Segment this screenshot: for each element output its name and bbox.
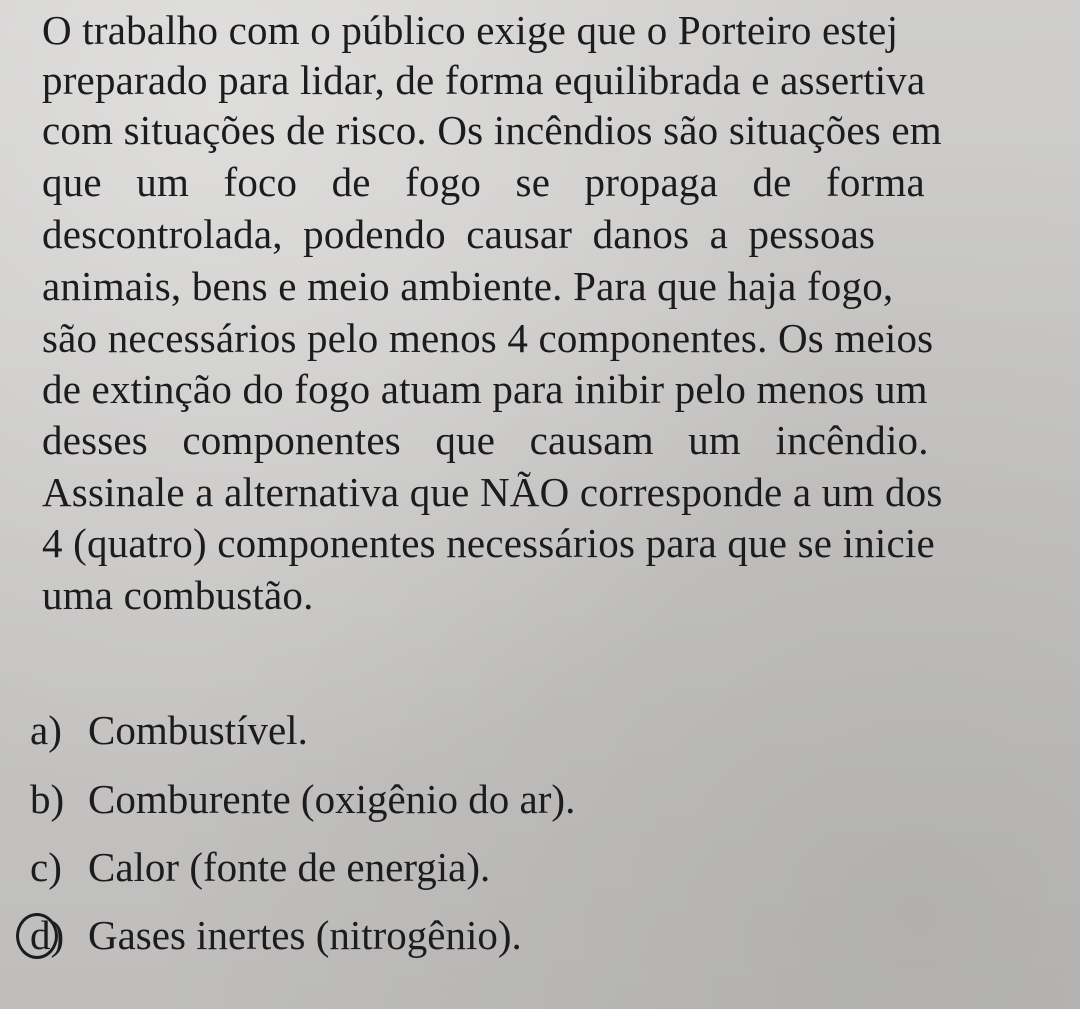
handwritten-circle-mark: [16, 913, 58, 959]
option-letter: a): [30, 707, 62, 753]
option-b[interactable]: [30, 775, 575, 823]
question-line-1: O trabalho com o público exige que o Porteiro estej: [42, 7, 899, 53]
question-line-8: de extinção do fogo atuam para inibir pelo menos um: [42, 366, 928, 412]
question-line-2: preparado para lidar, de forma equilibrada e assertiva: [42, 57, 926, 103]
option-letter: b): [30, 776, 65, 822]
question-line-4: que um foco de fogo se propaga de forma: [42, 159, 925, 205]
option-d[interactable]: [30, 911, 522, 959]
question-line-9: desses componentes que causam um incêndio.: [42, 417, 929, 463]
question-line-12: uma combustão.: [42, 572, 314, 618]
question-line-6: animais, bens e meio ambiente. Para que haja fogo,: [42, 263, 894, 309]
question-line-5: descontrolada, podendo causar danos a pessoas: [42, 211, 876, 257]
option-text: Comburente (oxigênio do ar).: [88, 776, 576, 822]
option-a[interactable]: [30, 706, 308, 754]
option-text: Gases inertes (nitrogênio).: [88, 912, 522, 958]
question-line-7: são necessários pelo menos 4 componentes. Os meios: [42, 315, 934, 361]
option-letter-wrapper: [30, 911, 88, 959]
option-letter: d): [30, 912, 65, 958]
question-line-10: Assinale a alternativa que NÃO corresponde a um dos: [42, 469, 943, 515]
option-text: Calor (fonte de energia).: [88, 844, 491, 890]
option-letter: c): [30, 844, 62, 890]
option-c[interactable]: [30, 843, 490, 891]
option-text: Combustível.: [88, 707, 308, 753]
question-line-11: 4 (quatro) componentes necessários para que se inicie: [42, 520, 935, 566]
question-line-3: com situações de risco. Os incêndios são situações em: [42, 107, 942, 153]
